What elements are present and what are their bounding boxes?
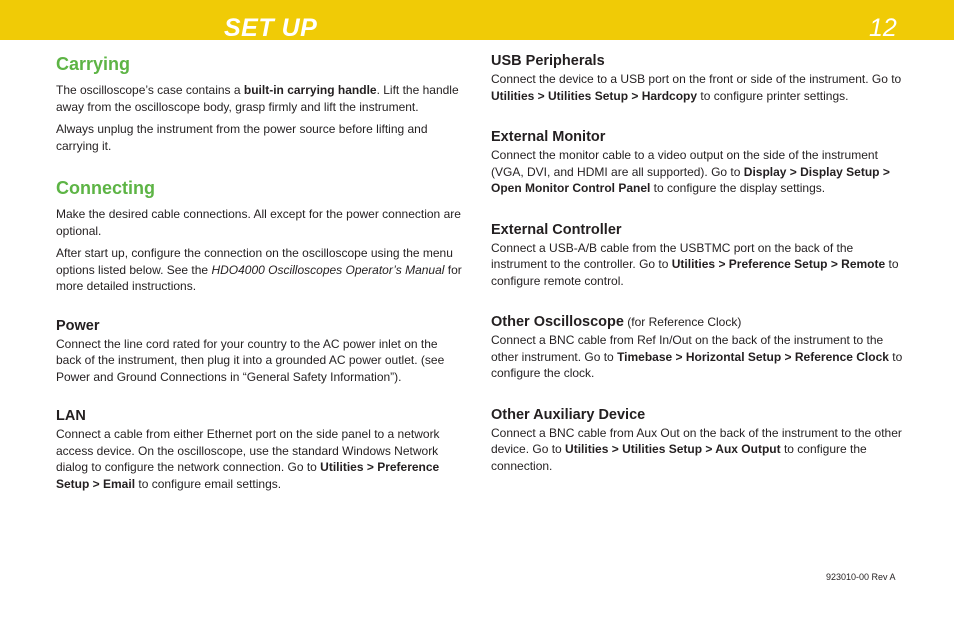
section-external-controller bbox=[491, 221, 909, 290]
section-connecting bbox=[56, 176, 466, 295]
connecting-heading: Connecting bbox=[56, 178, 155, 198]
document-number: 923010-00 Rev A bbox=[826, 572, 896, 582]
oscilloscope-heading: Other Oscilloscope (for Reference Clock) bbox=[491, 314, 742, 330]
section-carrying bbox=[56, 52, 466, 154]
usb-heading: USB Peripherals bbox=[491, 53, 605, 69]
connecting-paragraph-2: After start up, configure the connection on the oscilloscope using the menu options listed below. See the HDO4000 Oscilloscopes Operator’s Manual for more detailed instructions. bbox=[56, 246, 462, 293]
auxiliary-heading: Other Auxiliary Device bbox=[491, 406, 646, 423]
header-banner bbox=[0, 0, 954, 40]
lan-heading: LAN bbox=[56, 408, 86, 424]
connecting-paragraph-1: Make the desired cable connections. All except for the power connection are optional. bbox=[56, 207, 461, 238]
carrying-paragraph-2: Always unplug the instrument from the power source before lifting and carrying it. bbox=[56, 122, 428, 153]
section-external-monitor bbox=[491, 128, 909, 197]
section-usb-peripherals bbox=[491, 52, 909, 104]
carrying-heading: Carrying bbox=[56, 54, 131, 74]
page-number: 12 bbox=[869, 14, 897, 42]
carrying-paragraph-1: The oscilloscope’s case contains a built-in carrying handle. Lift the handle away from the oscilloscope body, grasp firmly and lift the instrument. bbox=[56, 83, 459, 114]
page-title: SET UP bbox=[224, 14, 318, 42]
section-other-auxiliary-device bbox=[491, 406, 909, 475]
section-other-oscilloscope bbox=[491, 313, 909, 382]
right-column bbox=[491, 52, 909, 474]
lan-text: Connect a cable from either Ethernet port on the side panel to a network access device. On the oscilloscope, use the standard Windows Network dialog to configure the network connection. Go to Utilities > Preference Setup > Email to configure email settings. bbox=[56, 427, 440, 491]
monitor-heading: External Monitor bbox=[491, 129, 606, 145]
controller-text: Connect a USB-A/B cable from the USBTMC port on the back of the instrument to the controller. Go to Utilities > Preference Setup > Remote to configure remote control. bbox=[491, 240, 899, 288]
oscilloscope-text: Connect a BNC cable from Ref In/Out on the back of the instrument to the other instrument. Go to Timebase > Horizontal Setup > Reference Clock to configure the clock. bbox=[491, 333, 903, 380]
left-column bbox=[56, 52, 466, 492]
power-text: Connect the line cord rated for your country to the AC power inlet on the back of the instrument, then plug it into a grounded AC power outlet. (see Power and Ground Connections in “General Safety Information”). bbox=[56, 336, 445, 384]
section-lan bbox=[56, 407, 466, 492]
auxiliary-text: Connect a BNC cable from Aux Out on the back of the instrument to the other device. Go to Utilities > Utilities Setup > Aux Output to configure the connection. bbox=[491, 425, 902, 473]
section-power bbox=[56, 317, 466, 386]
monitor-text: Connect the monitor cable to a video output on the side of the instrument (VGA, DVI, and HDMI are all supported). Go to Display > Display Setup > Open Monitor Control Panel to configure the display settings. bbox=[491, 148, 890, 195]
power-heading: Power bbox=[56, 317, 100, 334]
controller-heading: External Controller bbox=[491, 221, 622, 238]
usb-text: Connect the device to a USB port on the front or side of the instrument. Go to Utilities > Utilities Setup > Hardcopy to configure printer settings. bbox=[491, 72, 902, 103]
